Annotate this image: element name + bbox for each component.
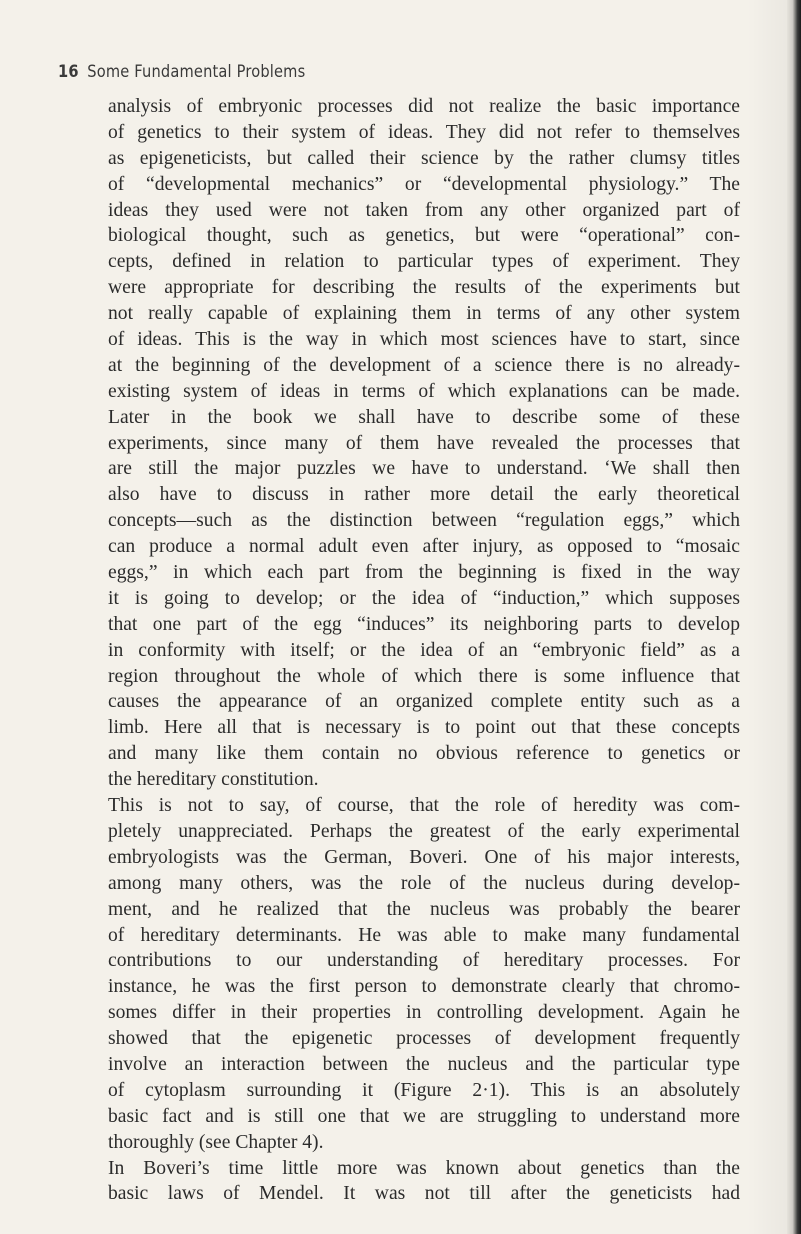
text-line: as epigeneticists, but called their science by the rather clumsy titles (108, 147, 740, 169)
running-title: Some Fundamental Problems (87, 62, 306, 82)
text-line: involve an interaction between the nucleus and the particular type (108, 1053, 740, 1075)
page-shadow (747, 0, 787, 1234)
text-line: eggs,” in which each part from the beginning is fixed in the way (108, 562, 740, 584)
text-line: ment, and he realized that the nucleus was probably the bearer (108, 898, 740, 920)
text-line: at the beginning of the development of a science there is no already- (108, 354, 740, 376)
text-line: of genetics to their system of ideas. They did not refer to themselves (108, 121, 740, 143)
text-line: pletely unappreciated. Perhaps the greatest of the early experimental (108, 820, 740, 842)
paragraph-2 (108, 405, 740, 793)
text-line: embryologists was the German, Boveri. One of his major interests, (108, 846, 740, 868)
text-line: thoroughly (see Chapter 4). (108, 1131, 324, 1153)
text-line: of ideas. This is the way in which most sciences have to start, since (108, 329, 740, 351)
paragraph-3 (108, 793, 740, 1155)
text-line: instance, he was the first person to demonstrate clearly that chromo- (108, 976, 740, 998)
text-line: are still the major puzzles we have to understand. ‘We shall then (108, 458, 740, 480)
text-line: not really capable of explaining them in terms of any other system (108, 303, 740, 325)
text-line: in conformity with itself; or the idea of an “embryonic field” as a (108, 639, 740, 661)
page-binding-edge (787, 0, 801, 1234)
text-line: This is not to say, of course, that the role of heredity was com- (108, 795, 740, 817)
paragraph-4 (108, 1156, 740, 1208)
page-number: 16 (58, 62, 79, 82)
text-line: showed that the epigenetic processes of development frequently (108, 1028, 740, 1050)
text-line: cepts, defined in relation to particular types of experiment. They (108, 251, 740, 273)
text-line: of hereditary determinants. He was able to make many fundamental (108, 924, 740, 946)
body-text (108, 94, 740, 1207)
text-line: that one part of the egg “induces” its neighboring parts to develop (108, 613, 740, 635)
text-line: concepts—such as the distinction between “regulation eggs,” which (108, 510, 740, 532)
text-line: basic fact and is still one that we are struggling to understand more (108, 1105, 740, 1127)
text-line: causes the appearance of an organized complete entity such as a (108, 691, 740, 713)
text-line: were appropriate for describing the results of the experiments but (108, 277, 740, 299)
text-line: somes differ in their properties in controlling development. Again he (108, 1002, 740, 1024)
text-line: experiments, since many of them have revealed the processes that (108, 432, 740, 454)
text-line: the hereditary constitution. (108, 769, 319, 791)
text-line: of cytoplasm surrounding it (Figure 2·1). This is an absolutely (108, 1079, 740, 1101)
text-line: region throughout the whole of which there is some influence that (108, 665, 740, 687)
text-line: can produce a normal adult even after injury, as opposed to “mosaic (108, 536, 740, 558)
text-line: and many like them contain no obvious reference to genetics or (108, 743, 740, 765)
running-head (58, 62, 305, 82)
paragraph-1 (108, 94, 740, 405)
text-line: also have to discuss in rather more detail the early theoretical (108, 484, 740, 506)
text-line: contributions to our understanding of hereditary processes. For (108, 950, 740, 972)
text-line: Later in the book we shall have to describe some of these (108, 406, 740, 428)
text-line: ideas they used were not taken from any other organized part of (108, 199, 740, 221)
text-line: analysis of embryonic processes did not realize the basic importance (108, 96, 740, 117)
text-line: basic laws of Mendel. It was not till after the geneticists had (108, 1183, 740, 1205)
text-line: existing system of ideas in terms of which explanations can be made. (108, 380, 740, 402)
text-line: limb. Here all that is necessary is to point out that these concepts (108, 717, 740, 739)
text-line: In Boveri’s time little more was known about genetics than the (108, 1157, 740, 1179)
text-line: of “developmental mechanics” or “developmental physiology.” The (108, 173, 740, 195)
text-line: among many others, was the role of the nucleus during develop- (108, 872, 740, 894)
text-line: biological thought, such as genetics, but were “operational” con- (108, 225, 740, 247)
text-line: it is going to develop; or the idea of “induction,” which supposes (108, 587, 740, 609)
